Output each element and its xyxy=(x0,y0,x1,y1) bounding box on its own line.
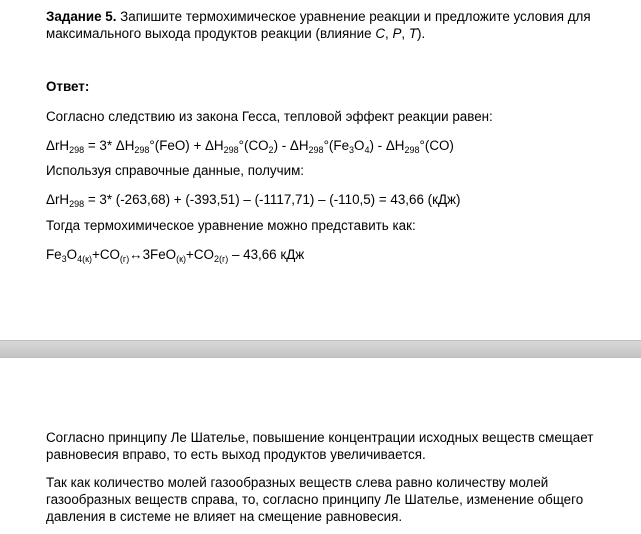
le-chatelier-p2-line2: газообразных веществ справа, то, согласно принципу Ле Шателье, изменение общего xyxy=(46,492,584,507)
f2-lhs: ΔrH xyxy=(46,192,70,207)
thermochemical-equation xyxy=(46,247,304,263)
f1-sub: 298 xyxy=(223,145,239,155)
hess-intro: Согласно следствию из закона Гесса, тепловой эффект реакции равен: xyxy=(46,109,493,124)
f1-sub: 298 xyxy=(69,145,85,155)
f1-t3: °(Fe xyxy=(323,138,350,153)
var-p: P xyxy=(392,26,402,41)
f2-sub: 298 xyxy=(69,199,85,209)
le-chatelier-p2-line1: Так как количество молей газообразных веществ слева равно количеству молей xyxy=(46,475,549,490)
eq-part: – 43,66 кДж xyxy=(228,247,305,262)
eq-part: +CO xyxy=(92,247,120,262)
eq-sub: 3 xyxy=(61,254,67,264)
var-c: C xyxy=(375,26,386,41)
f1-sub: 3 xyxy=(349,145,355,155)
sep: , xyxy=(401,26,409,41)
eq-part: +CO xyxy=(186,247,214,262)
f1-sub: 298 xyxy=(308,145,324,155)
le-chatelier-p1-line1: Согласно принципу Ле Шателье, повышение концентрации исходных веществ смещает xyxy=(46,430,594,445)
eq-part: Fe xyxy=(46,247,62,262)
f1-t1: °(FeO) + ΔH xyxy=(149,138,224,153)
f1-t3: O xyxy=(354,138,365,153)
answer-heading xyxy=(46,79,89,95)
f1-sub: 4 xyxy=(364,145,370,155)
f1-sub: 298 xyxy=(404,145,420,155)
f1-eq: = 3* ΔH xyxy=(84,138,135,153)
sep: , xyxy=(385,26,393,41)
eq-sub: 4(к) xyxy=(77,254,93,264)
task-line-2 xyxy=(46,26,425,42)
document-page-2 xyxy=(0,358,641,534)
le-chatelier-p1-line2: равновесия вправо, то есть выход продуктов увеличивается. xyxy=(46,447,426,462)
ref-intro: Используя справочные данные, получим: xyxy=(46,163,304,178)
task-label: Задание 5. xyxy=(46,9,117,24)
formula-hess xyxy=(46,138,454,154)
thermo-intro: Тогда термохимическое уравнение можно представить как: xyxy=(46,218,416,233)
eq-part: ↔3FeO xyxy=(129,247,177,262)
task-text-end: ). xyxy=(417,26,426,41)
eq-sub: (г) xyxy=(119,254,130,264)
le-chatelier-p2-line3: давления в системе не влияет на смещение равновесия. xyxy=(46,509,403,524)
eq-part: O xyxy=(66,247,78,262)
answer-label: Ответ: xyxy=(46,79,90,94)
f1-lhs: ΔrH xyxy=(46,138,70,153)
f1-t2: °(CO xyxy=(238,138,269,153)
formula-values xyxy=(46,192,460,208)
f1-t2: ) - ΔH xyxy=(273,138,309,153)
eq-sub: 2(г) xyxy=(213,254,229,264)
var-t: T xyxy=(408,26,418,41)
f1-t4: °(CO) xyxy=(419,138,454,153)
task-line-1 xyxy=(46,9,591,25)
page-separator xyxy=(0,340,641,358)
task-text-2: максимального выхода продуктов реакции (влияние xyxy=(46,26,376,41)
eq-sub: (к) xyxy=(176,254,187,264)
f1-sub: 2 xyxy=(268,145,274,155)
task-text-1: Запишите термохимическое уравнение реакции и предложите условия для xyxy=(116,9,591,24)
f1-t3: ) - ΔH xyxy=(369,138,405,153)
f2-rhs: = 3* (-263,68) + (-393,51) – (-1117,71) – (-110,5) = 43,66 (кДж) xyxy=(84,192,461,207)
f1-sub: 298 xyxy=(134,145,150,155)
